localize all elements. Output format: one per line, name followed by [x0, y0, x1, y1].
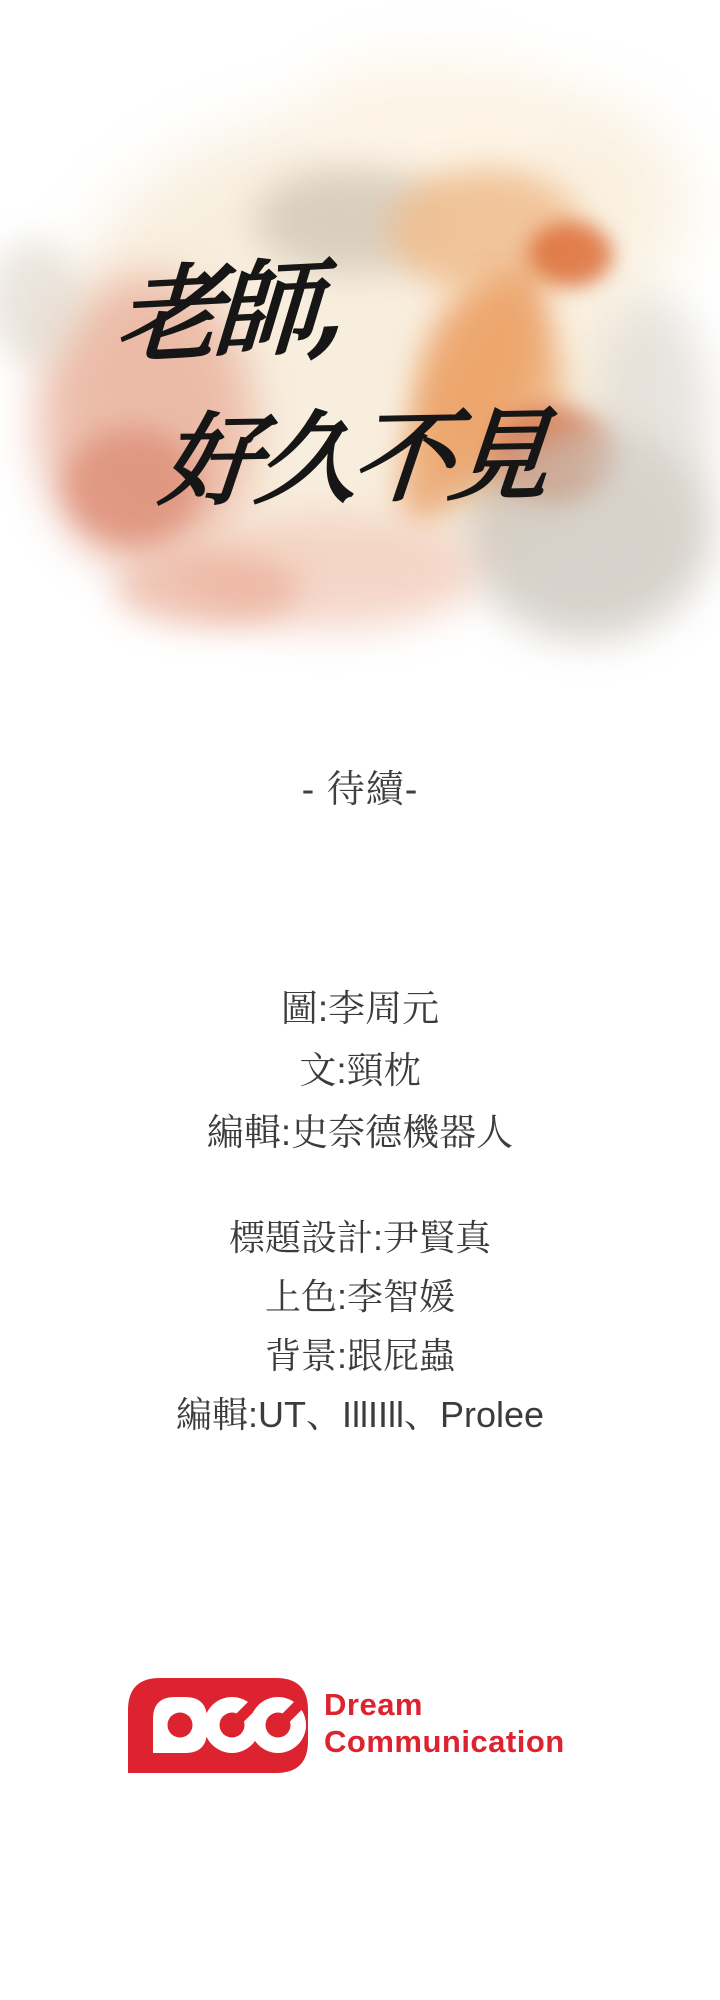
- to-be-continued-label: - 待續-: [301, 769, 419, 811]
- series-title-line-2: 好久不見: [155, 395, 551, 521]
- credit-editor: 編輯:史奈德機器人: [206, 1112, 514, 1153]
- watercolor-blob: [300, 55, 560, 185]
- watercolor-splash: [0, 0, 720, 700]
- series-title-line-1: 老師,: [113, 244, 342, 379]
- credit-background: 背景:跟屁蟲: [264, 1335, 455, 1376]
- publisher-name-line-2: Communication: [324, 1724, 565, 1759]
- credit-art: 圖:李周元: [280, 988, 440, 1029]
- publisher-block: [128, 1678, 608, 1778]
- publisher-name-line-1: Dream: [324, 1687, 423, 1722]
- credit-coloring: 上色:李智媛: [264, 1276, 455, 1317]
- credits-primary: [0, 978, 720, 1164]
- credit-title-design: 標題設計:尹賢真: [228, 1217, 491, 1258]
- credit-editing-team: 編輯:UT、IllIIll、Prolee: [175, 1394, 545, 1435]
- credit-story: 文:頸枕: [299, 1050, 421, 1091]
- credits-secondary: [0, 1208, 720, 1444]
- publisher-name: [324, 1686, 565, 1760]
- watercolor-blob: [115, 552, 300, 627]
- watercolor-blob: [595, 295, 710, 560]
- dcc-logo-icon: [128, 1678, 308, 1773]
